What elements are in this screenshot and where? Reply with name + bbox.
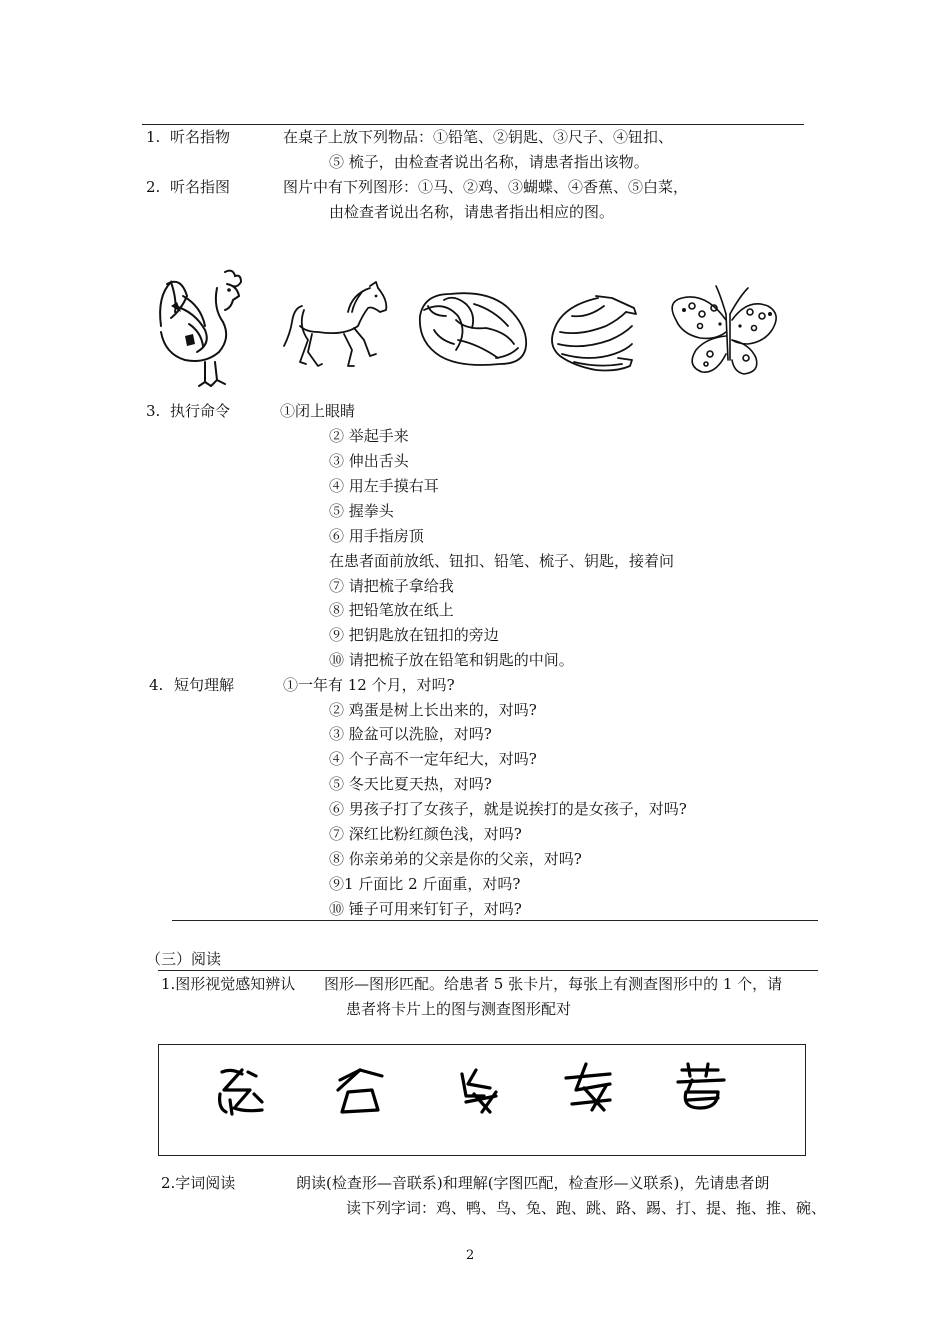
item4-line: ③ 脸盆可以洗脸，对吗? [329,725,492,743]
reading-item1-line1: 图形—图形匹配。给患者 5 张卡片，每张上有测查图形中的 1 个，请 [324,975,783,993]
item3-line: ④ 用左手摸右耳 [329,477,439,495]
section1-bottom-rule [172,920,818,921]
item4-num: 4. [149,676,164,694]
item3-title: 执行命令 [170,402,231,420]
item1-line2: ⑤ 梳子，由检查者说出名称，请患者指出该物。 [329,153,649,171]
abstract-shape-5 [674,1060,730,1116]
section3-rule [158,970,818,971]
item4-line: ⑦ 深红比粉红颜色浅，对吗? [329,825,522,843]
item2-num: 2. [146,178,161,196]
abstract-shape-1 [214,1064,270,1120]
butterfly-drawing [670,284,786,378]
item2-title: 听名指图 [170,178,231,196]
item4-title: 短句理解 [174,676,235,694]
item2-line2: 由检查者说出名称，请患者指出相应的图。 [329,203,615,221]
reading-item1-line2: 患者将卡片上的图与测查图形配对 [346,1000,572,1018]
reading-item2-line1: 朗读(检查形—音联系)和理解(字图匹配，检查形—义联系)，先请患者朗 [296,1174,770,1192]
reading-item1-title: 1.图形视觉感知辨认 [161,975,296,993]
item3-line: ② 举起手来 [329,427,409,445]
item2-line1: 图片中有下列图形：①马、②鸡、③蝴蝶、④香蕉、⑤白菜， [283,178,689,196]
item4-line: ② 鸡蛋是树上长出来的，对吗? [329,701,537,719]
page-number: 2 [466,1248,475,1263]
item3-line: ⑨ 把钥匙放在钮扣的旁边 [329,626,499,644]
item4-line: ④ 个子高不一定年纪大，对吗? [329,750,537,768]
item4-line: ①一年有 12 个月，对吗? [283,676,455,694]
banana-drawing [548,292,640,376]
item3-num: 3. [146,402,161,420]
item3-line: ①闭上眼睛 [280,402,356,420]
item3-line: ⑩ 请把梳子放在铅笔和钥匙的中间。 [329,651,574,669]
item3-line: ⑥ 用手指房顶 [329,527,424,545]
item4-line: ⑤ 冬天比夏天热，对吗? [329,775,492,793]
abstract-shape-4 [562,1060,620,1116]
item4-line: ⑨1 斤面比 2 斤面重，对吗? [329,875,521,893]
cabbage-drawing [414,280,532,380]
top-rule [142,124,804,125]
section3-heading: （三）阅读 [146,950,222,968]
abstract-shape-3 [452,1066,508,1116]
item3-line: ③ 伸出舌头 [329,452,409,470]
item1-title: 听名指物 [170,128,231,146]
item4-line: ⑩ 锤子可用来钉钉子，对吗? [329,900,522,918]
item3-line: ⑤ 握拳头 [329,502,394,520]
item4-line: ⑧ 你亲弟弟的父亲是你的父亲，对吗? [329,850,582,868]
reading-item2-title: 2.字词阅读 [161,1174,236,1192]
item4-line: ⑥ 男孩子打了女孩子，就是说挨打的是女孩子，对吗? [329,800,687,818]
abstract-shape-2 [332,1066,386,1116]
item3-line: ⑧ 把铅笔放在纸上 [329,601,454,619]
reading-item2-line2: 读下列字词：鸡、鸭、鸟、兔、跑、跳、路、踢、打、提、拖、推、碗、 [346,1199,827,1217]
item1-num: 1. [146,128,161,146]
horse-drawing [282,278,392,376]
item3-line: 在患者面前放纸、钮扣、铅笔、梳子、钥匙，接着问 [329,552,675,570]
rooster-drawing [155,266,250,390]
item1-line1: 在桌子上放下列物品：①铅笔、②钥匙、③尺子、④钮扣、 [283,128,674,146]
item3-line: ⑦ 请把梳子拿给我 [329,577,454,595]
